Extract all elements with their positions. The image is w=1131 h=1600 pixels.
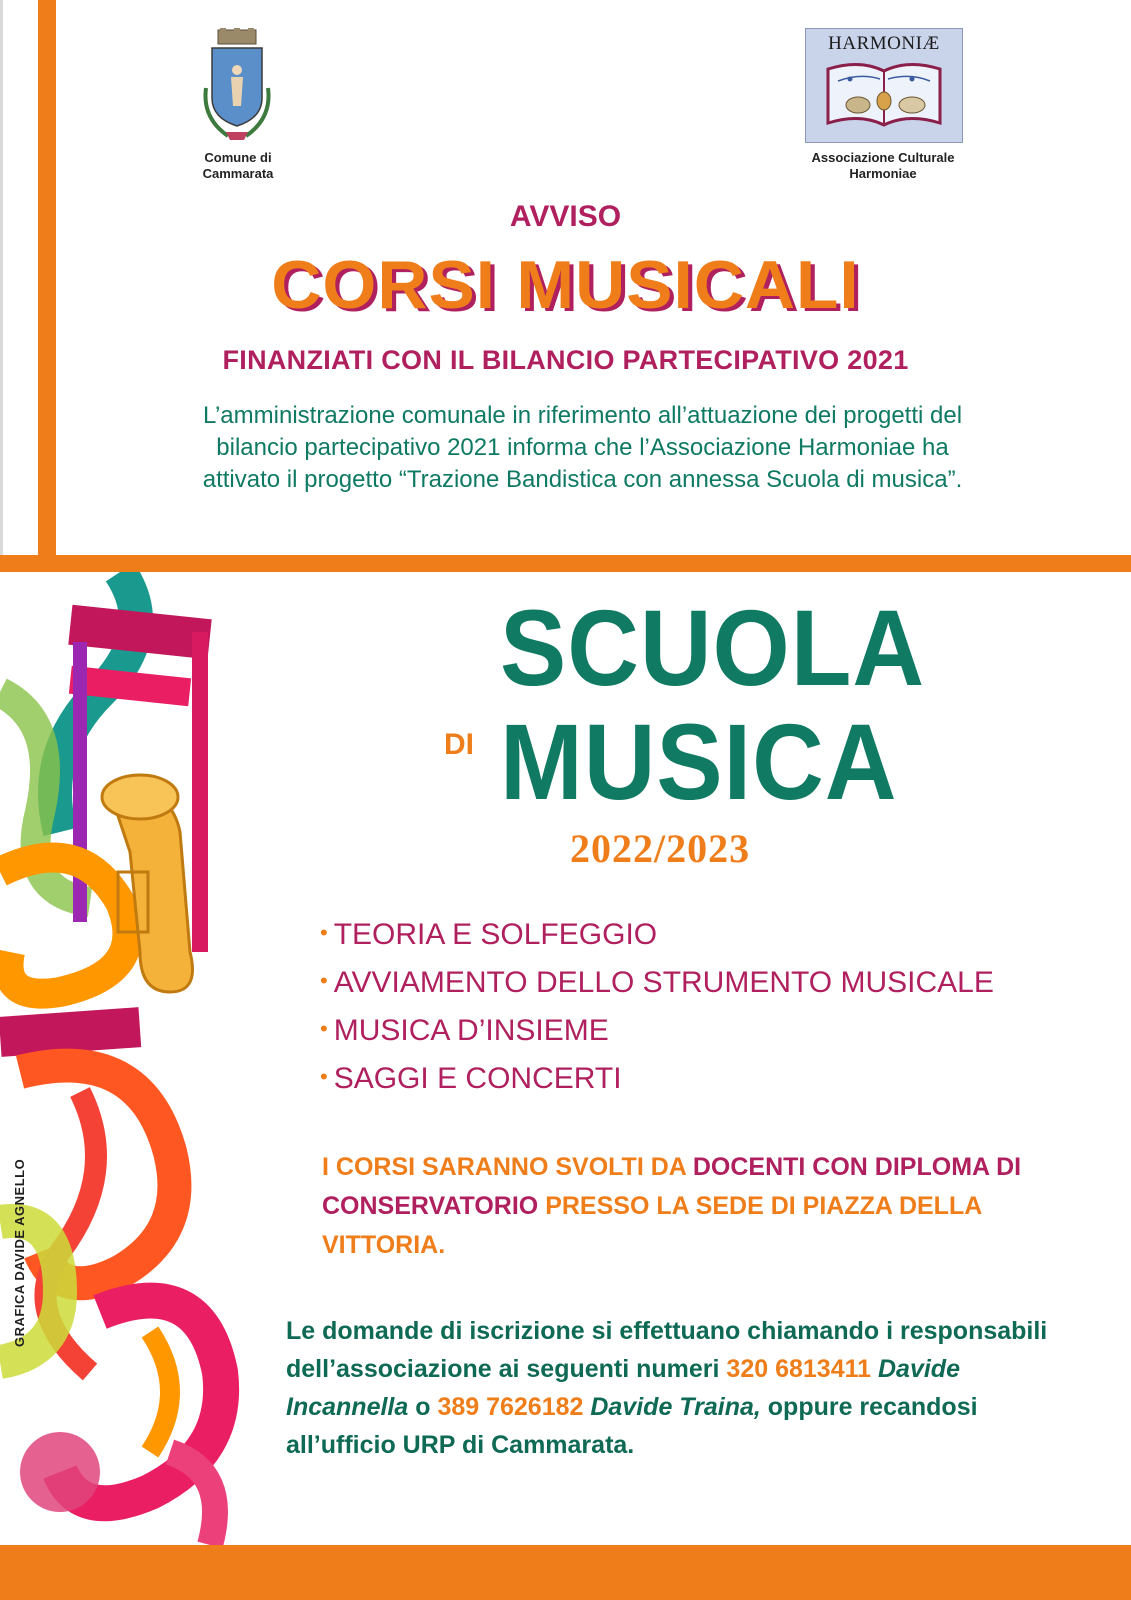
list-item <box>320 1056 994 1104</box>
school-title-di: DI <box>444 728 474 761</box>
caption-line: Cammarata <box>202 166 274 181</box>
open-book-icon <box>820 57 948 137</box>
course-label: SAGGI E CONCERTI <box>333 1062 622 1095</box>
intro-line: bilancio partecipativo 2021 informa che l’Associazione Harmoniae ha <box>216 434 949 461</box>
harmoniae-logo-title: HARMONIÆ <box>828 33 940 54</box>
caption-line: Harmoniae <box>849 166 917 181</box>
course-list <box>320 912 994 1104</box>
intro-line: attivato il progetto “Trazione Bandistica con annessa Scuola di musica”. <box>202 466 963 493</box>
harmoniae-logo <box>805 28 963 143</box>
teachers-paragraph <box>322 1148 1062 1265</box>
association-caption <box>775 150 991 182</box>
school-title-line2: MUSICA <box>500 701 898 822</box>
municipality-caption <box>168 150 308 182</box>
contact-or: o <box>408 1393 438 1421</box>
intro-line: L’amministrazione comunale in riferimento all’attuazione dei progetti del <box>202 402 963 429</box>
list-item <box>320 912 994 960</box>
bullet-icon: • <box>320 968 328 993</box>
phone-number-2: 389 7626182 <box>437 1393 584 1421</box>
teachers-highlight: DOCENTI CON DIPLOMA DI CONSERVATORIO <box>322 1153 1022 1220</box>
phone-number-1: 320 6813411 <box>726 1355 872 1383</box>
graphic-credit-text: GRAFICA DAVIDE AGNELLO <box>12 1158 27 1347</box>
municipal-crest-icon <box>198 28 276 146</box>
horizontal-orange-bar <box>0 555 1131 572</box>
graphic-credit <box>10 1097 36 1347</box>
caption-line: Associazione Culturale <box>811 150 955 165</box>
funding-subtitle: FINANZIATI CON IL BILANCIO PARTECIPATIVO 2021 <box>222 345 909 375</box>
caption-line: Comune di <box>204 150 272 165</box>
school-year: 2022/2023 <box>570 826 751 871</box>
notice-kicker: AVVISO <box>509 200 622 233</box>
bullet-icon: • <box>320 1064 328 1089</box>
bottom-orange-bar <box>0 1545 1131 1600</box>
bullet-icon: • <box>320 1016 328 1041</box>
school-title-line1: SCUOLA <box>500 587 926 708</box>
music-notes-artwork <box>0 572 280 1545</box>
list-item <box>320 1008 994 1056</box>
contact-name-2: Davide Traina, <box>590 1393 761 1421</box>
course-label: TEORIA E SOLFEGGIO <box>333 918 658 951</box>
main-title: CORSI MUSICALI <box>271 247 860 323</box>
contact-name-1: Davide Incannella <box>286 1355 960 1421</box>
teachers-text-part: PRESSO LA SEDE DI PIAZZA DELLA VITTORIA. <box>322 1192 982 1259</box>
intro-paragraph <box>95 400 1070 496</box>
course-label: AVVIAMENTO DELLO STRUMENTO MUSICALE <box>333 966 994 999</box>
list-item <box>320 960 994 1008</box>
contact-intro: Le domande di iscrizione si effettuano chiamando i responsabili dell’associazione ai seguenti numeri <box>286 1317 1048 1383</box>
course-label: MUSICA D’INSIEME <box>333 1014 609 1047</box>
bullet-icon: • <box>320 920 328 945</box>
contact-paragraph <box>286 1312 1076 1464</box>
teachers-text-part: I CORSI SARANNO SVOLTI DA <box>322 1153 693 1181</box>
contact-outro: oppure recandosi all’ufficio URP di Cammarata. <box>286 1393 978 1459</box>
